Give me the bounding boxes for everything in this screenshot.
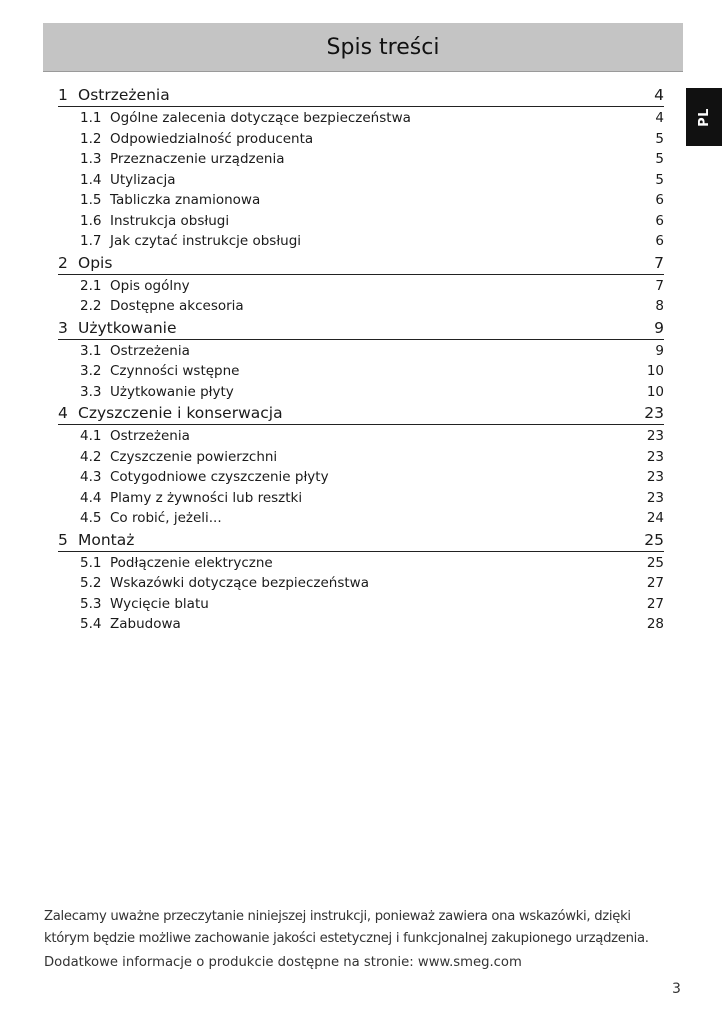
toc-item-page: 5 xyxy=(655,151,664,167)
toc-item[interactable] xyxy=(58,296,664,317)
toc-item-number: 1.1 xyxy=(80,110,102,126)
toc-item-number: 4.5 xyxy=(80,510,102,526)
toc-section-number: 1 xyxy=(58,86,68,104)
toc-section-number: 4 xyxy=(58,404,68,422)
toc-item-page: 23 xyxy=(646,469,664,485)
toc-item-title: Tabliczka znamionowa xyxy=(110,192,261,208)
toc-item-heading xyxy=(80,573,369,594)
toc-item-number: 3.1 xyxy=(80,342,102,359)
toc-item-page: 28 xyxy=(646,616,664,632)
toc-item-heading xyxy=(80,447,277,468)
toc-item[interactable] xyxy=(58,170,664,191)
toc-item-number: 4.2 xyxy=(80,448,102,465)
toc-item-number: 4.4 xyxy=(80,489,102,506)
toc-item-page: 23 xyxy=(646,428,664,444)
toc-item-heading xyxy=(80,149,285,170)
toc-item-number: 1.5 xyxy=(80,192,102,208)
toc-item[interactable] xyxy=(58,276,664,297)
table-of-contents xyxy=(58,84,664,635)
toc-item-page: 24 xyxy=(646,510,664,526)
toc-item[interactable] xyxy=(58,614,664,635)
toc-item-page: 6 xyxy=(655,192,664,208)
toc-item-heading xyxy=(80,467,329,488)
toc-section[interactable] xyxy=(58,252,664,275)
toc-item-page: 9 xyxy=(655,342,664,359)
toc-item-page: 7 xyxy=(655,277,664,294)
toc-section-title: Opis xyxy=(78,253,113,272)
toc-section-heading xyxy=(58,252,112,274)
toc-item-heading xyxy=(80,231,301,252)
toc-section[interactable] xyxy=(58,317,664,340)
toc-item-page: 27 xyxy=(646,575,664,591)
toc-item-heading xyxy=(80,508,222,529)
toc-section-number: 3 xyxy=(58,318,68,337)
toc-item-number: 1.4 xyxy=(80,171,102,188)
toc-item-heading xyxy=(80,108,411,129)
toc-section-heading xyxy=(58,529,134,551)
toc-item-title: Wskazówki dotyczące bezpieczeństwa xyxy=(110,575,369,591)
toc-section-page: 25 xyxy=(644,530,664,549)
toc-section[interactable] xyxy=(58,529,664,552)
toc-item-title: Instrukcja obsługi xyxy=(110,212,230,229)
toc-item-heading xyxy=(80,170,175,191)
toc-item-heading xyxy=(80,296,244,317)
toc-item-number: 4.1 xyxy=(80,428,102,444)
toc-section-number: 2 xyxy=(58,253,68,272)
toc-item-page: 25 xyxy=(646,554,664,571)
toc-section-page: 23 xyxy=(644,404,664,422)
toc-item-title: Wycięcie blatu xyxy=(110,595,209,612)
toc-item[interactable] xyxy=(58,467,664,488)
toc-item-title: Dostępne akcesoria xyxy=(110,298,244,314)
footer-note xyxy=(44,906,684,974)
toc-item[interactable] xyxy=(58,341,664,362)
toc-item[interactable] xyxy=(58,149,664,170)
toc-section-heading xyxy=(58,402,283,424)
toc-item-number: 2.2 xyxy=(80,298,102,314)
toc-item-heading xyxy=(80,382,234,403)
toc-item-heading xyxy=(80,614,181,635)
toc-item[interactable] xyxy=(58,382,664,403)
toc-item-page: 10 xyxy=(646,383,664,400)
toc-item-number: 1.2 xyxy=(80,130,102,147)
toc-section-page: 7 xyxy=(654,253,664,272)
toc-item[interactable] xyxy=(58,594,664,615)
toc-item-heading xyxy=(80,594,209,615)
toc-item-page: 5 xyxy=(655,171,664,188)
toc-item-page: 10 xyxy=(646,363,664,379)
toc-item[interactable] xyxy=(58,190,664,211)
footer-line-3: Dodatkowe informacje o produkcie dostępne na stronie: www.smeg.com xyxy=(44,955,522,970)
language-tab-label: PL xyxy=(696,107,712,127)
toc-section[interactable] xyxy=(58,84,664,107)
toc-item-title: Odpowiedzialność producenta xyxy=(110,130,314,147)
toc-item[interactable] xyxy=(58,447,664,468)
toc-item-title: Jak czytać instrukcje obsługi xyxy=(110,233,302,249)
toc-item-page: 27 xyxy=(646,595,664,612)
toc-section-heading xyxy=(58,317,176,339)
toc-item-heading xyxy=(80,361,239,382)
toc-item-title: Utylizacja xyxy=(110,171,176,188)
toc-item-title: Czynności wstępne xyxy=(110,363,240,379)
toc-item[interactable] xyxy=(58,231,664,252)
toc-section-page: 9 xyxy=(654,318,664,337)
toc-item-heading xyxy=(80,426,190,447)
toc-item-title: Opis ogólny xyxy=(110,277,190,294)
toc-item-heading xyxy=(80,276,190,297)
page-number: 3 xyxy=(672,981,681,997)
toc-item-number: 1.3 xyxy=(80,151,102,167)
toc-item-heading xyxy=(80,211,229,232)
toc-item[interactable] xyxy=(58,573,664,594)
toc-item-page: 6 xyxy=(655,212,664,229)
toc-item[interactable] xyxy=(58,129,664,150)
page-title: Spis treści xyxy=(326,34,440,60)
toc-section[interactable] xyxy=(58,402,664,425)
toc-item-heading xyxy=(80,553,273,574)
toc-item-title: Ogólne zalecenia dotyczące bezpieczeństwa xyxy=(110,110,411,126)
toc-item-number: 5.2 xyxy=(80,575,102,591)
language-tab xyxy=(686,88,722,146)
title-bar xyxy=(43,23,683,72)
toc-item-page: 6 xyxy=(655,233,664,249)
toc-section-title: Montaż xyxy=(78,530,135,549)
toc-section-title: Ostrzeżenia xyxy=(78,86,170,104)
toc-item[interactable] xyxy=(58,361,664,382)
toc-section-title: Użytkowanie xyxy=(78,318,177,337)
toc-item-number: 3.3 xyxy=(80,383,102,400)
toc-item-page: 4 xyxy=(655,110,664,126)
toc-item-heading xyxy=(80,341,190,362)
toc-item-page: 5 xyxy=(655,130,664,147)
toc-item-title: Podłączenie elektryczne xyxy=(110,554,273,571)
toc-item-title: Zabudowa xyxy=(110,616,181,632)
toc-item-title: Co robić, jeżeli... xyxy=(110,510,222,526)
toc-item-number: 3.2 xyxy=(80,363,102,379)
toc-section-page: 4 xyxy=(654,86,664,104)
toc-item-title: Czyszczenie powierzchni xyxy=(110,448,278,465)
toc-item-heading xyxy=(80,129,313,150)
toc-item[interactable] xyxy=(58,508,664,529)
toc-item-title: Plamy z żywności lub resztki xyxy=(110,489,303,506)
toc-item-heading xyxy=(80,488,302,509)
toc-item-page: 23 xyxy=(646,448,664,465)
toc-item-title: Użytkowanie płyty xyxy=(110,383,234,400)
toc-item-page: 23 xyxy=(646,489,664,506)
toc-section-heading xyxy=(58,84,170,106)
toc-section-title: Czyszczenie i konserwacja xyxy=(78,404,283,422)
toc-item-number: 5.3 xyxy=(80,595,102,612)
toc-item-title: Ostrzeżenia xyxy=(110,428,190,444)
footer-line-2: którym będzie możliwe zachowanie jakości estetycznej i funkcjonalnej zakupionego urządzenia. xyxy=(44,931,649,946)
toc-item-page: 8 xyxy=(655,298,664,314)
toc-item-number: 5.4 xyxy=(80,616,102,632)
toc-section-number: 5 xyxy=(58,530,68,549)
toc-item-heading xyxy=(80,190,260,211)
toc-item[interactable] xyxy=(58,108,664,129)
toc-item[interactable] xyxy=(58,211,664,232)
toc-item-title: Przeznaczenie urządzenia xyxy=(110,151,285,167)
toc-item-number: 5.1 xyxy=(80,554,102,571)
toc-item-title: Ostrzeżenia xyxy=(110,342,190,359)
toc-item-number: 1.6 xyxy=(80,212,102,229)
toc-item-number: 4.3 xyxy=(80,469,102,485)
toc-item-number: 2.1 xyxy=(80,277,102,294)
toc-item[interactable] xyxy=(58,426,664,447)
footer-line-1: Zalecamy uważne przeczytanie niniejszej instrukcji, ponieważ zawiera ona wskazówki, dzięki xyxy=(44,909,631,924)
toc-item-number: 1.7 xyxy=(80,233,102,249)
toc-item-title: Cotygodniowe czyszczenie płyty xyxy=(110,469,329,485)
toc-item[interactable] xyxy=(58,488,664,509)
toc-item[interactable] xyxy=(58,553,664,574)
